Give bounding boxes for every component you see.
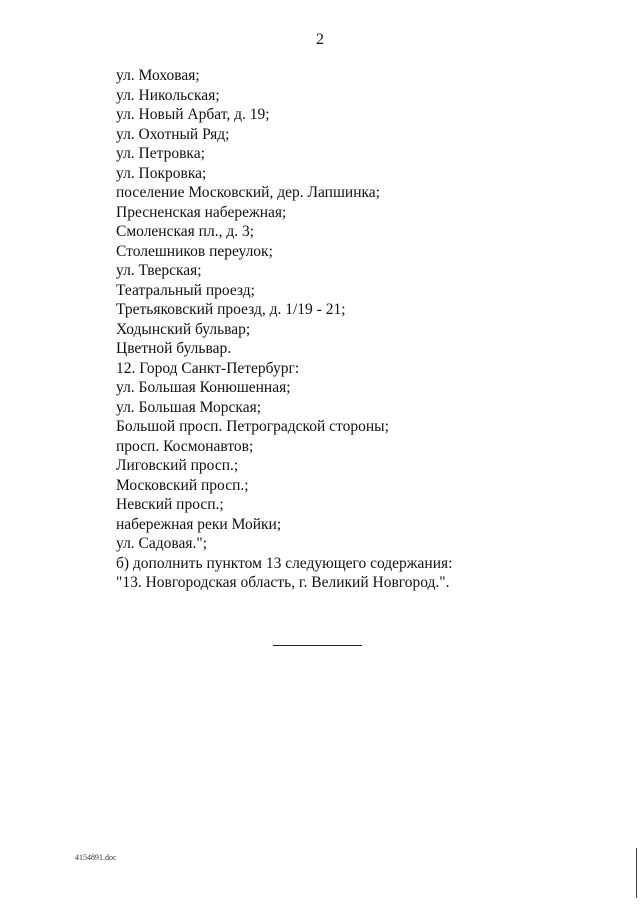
text-line: ул. Покровка;	[116, 164, 207, 182]
text-line: Третьяковский проезд, д. 1/19 - 21;	[116, 301, 346, 318]
page-number: 2	[316, 31, 324, 48]
text-line: Ходынский бульвар;	[116, 320, 251, 338]
footer-filename: 4154891.doc	[75, 853, 117, 862]
section-heading-line: 12. Город Санкт-Петербург:	[116, 359, 300, 377]
text-line: Большой просп. Петроградской стороны;	[116, 418, 389, 435]
text-line: Пресненская набережная;	[116, 203, 287, 221]
text-line: ул. Охотный Ряд;	[116, 125, 230, 143]
text-line: Невский просп.;	[116, 496, 224, 513]
text-line: Лиговский просп.;	[116, 457, 239, 474]
text-line: набережная реки Мойки;	[116, 515, 282, 533]
text-line: ул. Тверская;	[116, 262, 202, 279]
text-line: ул. Большая Морская;	[116, 398, 262, 416]
text-line: поселение Московский, дер. Лапшинка;	[116, 184, 380, 201]
scan-edge-line	[636, 848, 637, 898]
text-line: ул. Моховая;	[116, 67, 200, 84]
text-line: ул. Новый Арбат, д. 19;	[116, 106, 270, 123]
text-line: Смоленская пл., д. 3;	[116, 223, 255, 240]
text-line: ул. Петровка;	[116, 145, 205, 162]
end-of-text-rule	[273, 645, 362, 646]
text-line: Столешников переулок;	[116, 242, 273, 260]
text-line: ул. Большая Конюшенная;	[116, 379, 291, 396]
amendment-line: "13. Новгородская область, г. Великий Новгород.".	[116, 574, 450, 591]
document-body	[116, 66, 596, 593]
text-line: ул. Садовая.";	[116, 535, 208, 552]
text-line: ул. Никольская;	[116, 86, 220, 104]
amendment-line: б) дополнить пунктом 13 следующего содержания:	[116, 554, 453, 572]
text-line: Театральный проезд;	[116, 281, 255, 299]
text-line: просп. Космонавтов;	[116, 437, 254, 455]
text-line: Московский просп.;	[116, 476, 249, 494]
text-line: Цветной бульвар.	[116, 340, 232, 357]
